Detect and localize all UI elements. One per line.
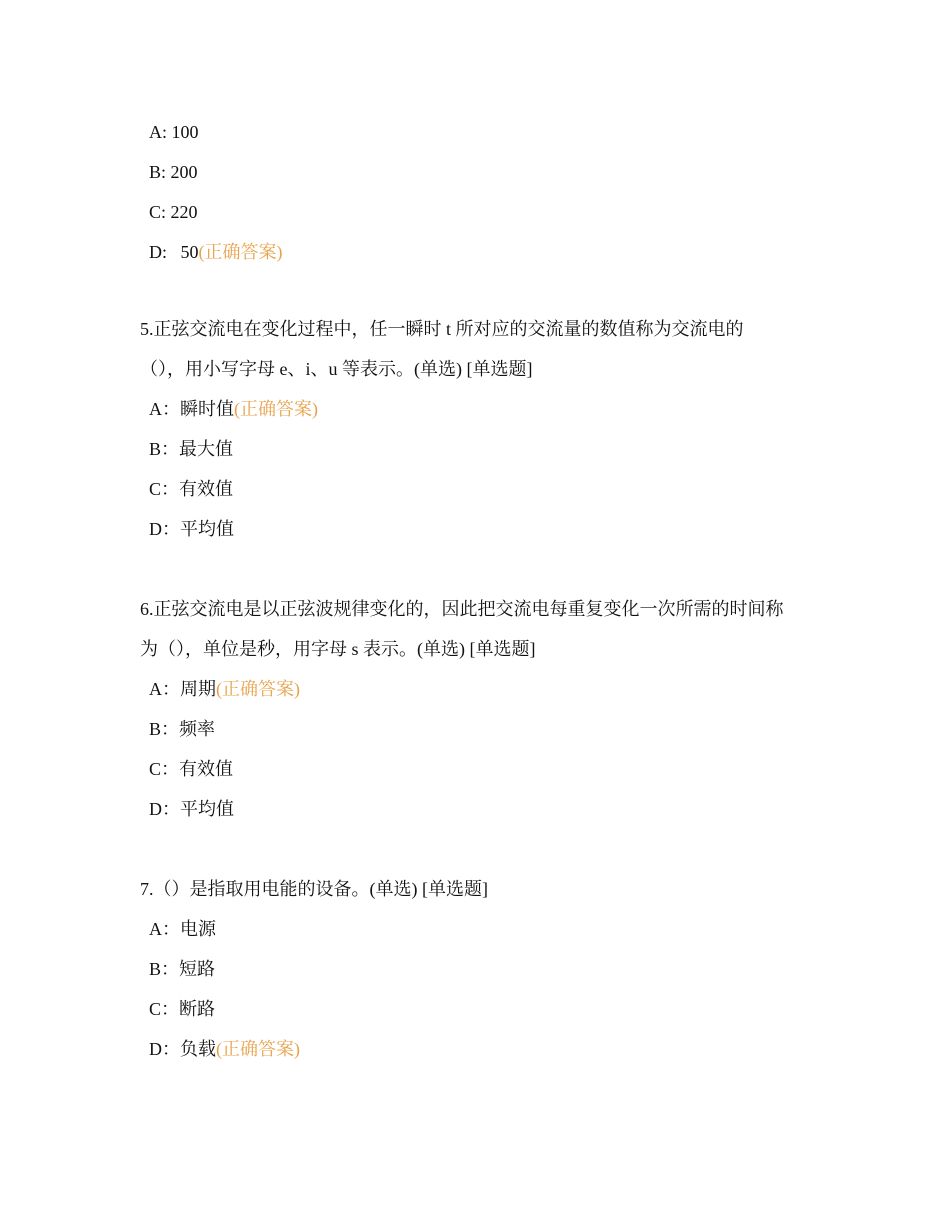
option-b [140,709,820,749]
question-stem-line: 为（），单位是秒，用字母 s 表示。(单选) [单选题] [140,639,536,659]
option-text: 短路 [179,959,216,979]
option-text: 负载 [180,1039,216,1059]
option-c [140,469,820,509]
option-text: 有效值 [179,479,234,499]
option-text: 瞬时值 [180,399,234,419]
option-text: 平均值 [180,799,234,819]
option-text: 220 [170,202,198,222]
option-a [140,389,820,429]
option-letter: B： [149,439,180,459]
option-d [140,509,820,549]
correct-answer-mark: (正确答案) [216,679,300,699]
option-text: 有效值 [179,759,234,779]
option-letter: C： [149,999,180,1019]
option-b [140,949,820,989]
question-stem-line: （），用小写字母 e、i、u 等表示。(单选) [单选题] [140,359,533,379]
option-a [140,669,820,709]
question-stem-line: 5.正弦交流电在变化过程中，任一瞬时 t 所对应的交流量的数值称为交流电的 [140,319,744,339]
question-5 [140,309,820,549]
option-letter: D： [149,1039,180,1059]
option-text: 断路 [179,999,216,1019]
option-text: 平均值 [180,519,234,539]
option-text: 100 [171,122,199,142]
option-letter: C: [149,202,171,222]
option-text: 50 [180,242,199,262]
option-letter: B: [149,162,171,182]
question-7 [140,869,820,1069]
correct-answer-mark: (正确答案) [198,242,283,262]
option-letter: A： [149,399,180,419]
option-c [140,749,820,789]
option-letter: C： [149,759,180,779]
option-b [140,152,820,192]
question-stem-line: 6.正弦交流电是以正弦波规律变化的，因此把交流电每重复变化一次所需的时间称 [140,599,784,619]
correct-answer-mark: (正确答案) [234,399,318,419]
option-letter: A: [149,122,172,142]
option-a [140,112,820,152]
option-letter: A： [149,919,180,939]
option-d [140,1029,820,1069]
option-letter: A： [149,679,180,699]
option-letter: C： [149,479,180,499]
option-text: 周期 [180,679,216,699]
option-a [140,909,820,949]
option-c [140,989,820,1029]
option-letter: D： [149,519,180,539]
option-letter: D： [149,799,180,819]
question-6 [140,589,820,829]
correct-answer-mark: (正确答案) [216,1039,300,1059]
option-letter: B： [149,959,180,979]
option-text: 频率 [179,719,216,739]
option-text: 电源 [180,919,216,939]
option-letter: D: [149,242,181,262]
option-c [140,192,820,232]
option-text: 200 [170,162,198,182]
option-text: 最大值 [179,439,234,459]
option-letter: B： [149,719,180,739]
option-b [140,429,820,469]
question-stem-line: 7.（）是指取用电能的设备。(单选) [单选题] [140,879,488,899]
option-d [140,232,820,272]
option-d [140,789,820,829]
question-4 [140,112,820,272]
